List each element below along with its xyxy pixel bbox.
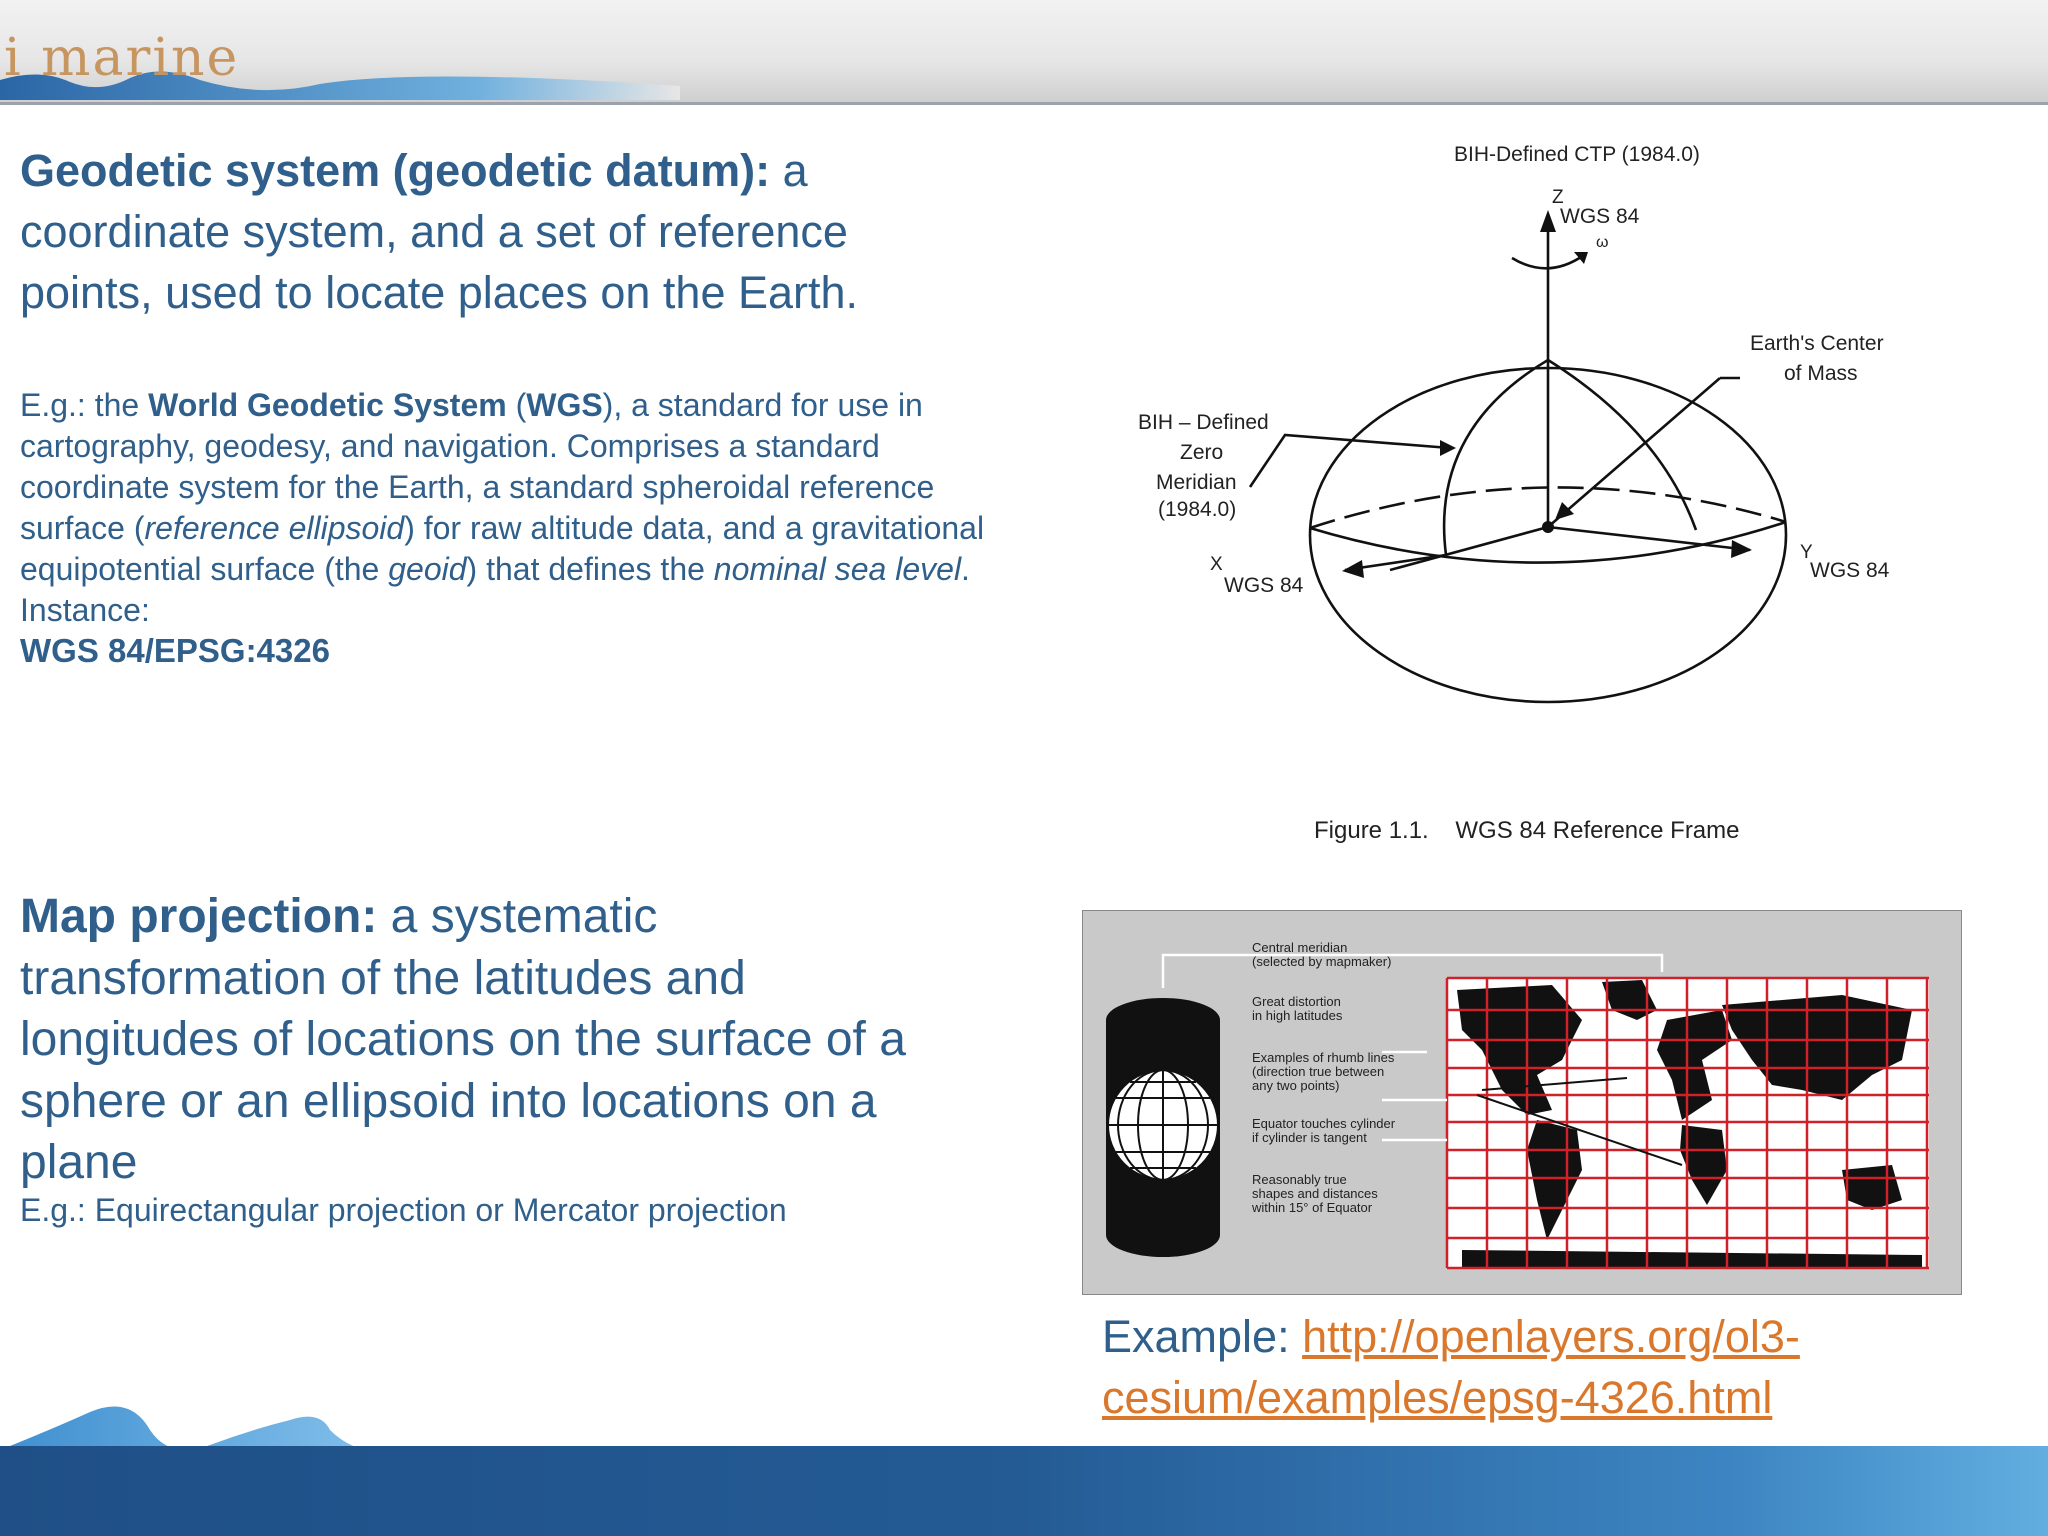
center-arrowhead — [1555, 502, 1574, 520]
map-projection-term: Map projection: — [20, 890, 378, 943]
note-shapes-1: Reasonably true — [1252, 1172, 1347, 1187]
example-text-part: E.g.: the — [20, 387, 149, 423]
meridian-arrowhead — [1440, 440, 1456, 456]
wgs84-reference-frame-figure — [1100, 130, 2040, 860]
y-arrowhead — [1731, 540, 1752, 558]
note-equator-2: if cylinder is tangent — [1252, 1130, 1367, 1145]
geodetic-definition — [20, 140, 920, 323]
mercator-projection-figure — [1082, 910, 1962, 1295]
mercator-map — [1447, 978, 1929, 1268]
wgs-abbr: WGS — [526, 387, 603, 423]
cylinder-graphic — [1106, 998, 1220, 1257]
footer-bar — [0, 1446, 2048, 1536]
note-rhumb-3: any two points) — [1252, 1078, 1340, 1093]
geoid-term: geoid — [388, 551, 467, 587]
example-line — [1102, 1306, 1962, 1428]
map-projection-definition-text: a systematic transformation of the latitudes and longitudes of locations on the surface of a sphere or an ellipsoid into locations on a plane — [20, 890, 906, 1189]
meridian-label-line4: (1984.0) — [1158, 498, 1237, 521]
geodetic-example-text — [20, 385, 1010, 631]
z-wgs-label: WGS 84 — [1560, 205, 1640, 228]
example-text-part: ( — [506, 387, 527, 423]
center-pointer — [1548, 378, 1720, 527]
note-central-meridian-1: Central meridian — [1252, 940, 1348, 955]
ellipsoid-term: reference ellipsoid — [144, 510, 405, 546]
y-wgs-label: WGS 84 — [1810, 559, 1890, 582]
y-axis-line — [1548, 527, 1750, 550]
ctp-label: BIH-Defined CTP (1984.0) — [1454, 143, 1700, 166]
y-axis-label: Y — [1800, 542, 1813, 563]
map-projection-examples: E.g.: Equirectangular projection or Mercator projection — [20, 1192, 787, 1228]
earth-center-dot — [1542, 521, 1554, 533]
example-text-part: . Instance: — [20, 551, 970, 628]
note-distortion-2: in high latitudes — [1252, 1008, 1343, 1023]
note-rhumb-2: (direction true between — [1252, 1064, 1385, 1079]
geodetic-term: Geodetic system (geodetic datum): — [20, 145, 771, 196]
z-arrowhead — [1540, 210, 1556, 232]
note-equator-1: Equator touches cylinder — [1252, 1116, 1396, 1131]
example-label: Example: — [1102, 1311, 1303, 1362]
meridian-arc-right — [1548, 360, 1696, 530]
meridian-label-line2: Zero — [1180, 441, 1224, 464]
note-shapes-2: shapes and distances — [1252, 1186, 1378, 1201]
map-projection-definition — [20, 886, 960, 1194]
center-label-line1: Earth's Center — [1750, 332, 1884, 355]
example-text-part: ) for raw altitude data, and a gravitational equipotential surface (the — [20, 510, 985, 587]
x-axis-label: X — [1210, 554, 1223, 575]
meridian-label-line3: Meridian — [1156, 471, 1237, 494]
note-central-meridian-2: (selected by mapmaker) — [1252, 954, 1392, 969]
figure-caption: Figure 1.1. WGS 84 Reference Frame — [1314, 817, 1740, 844]
example-text-part: ), a standard for use in cartography, geodesy, and navigation. Comprises a standard coordinate system for the Earth, a standard spheroidal reference surface ( — [20, 387, 935, 546]
example-text-part: ) that defines the — [466, 551, 714, 587]
note-rhumb-1: Examples of rhumb lines — [1252, 1050, 1395, 1065]
meridian-label-line1: BIH – Defined — [1138, 411, 1269, 434]
x-wgs-label: WGS 84 — [1224, 574, 1304, 597]
note-distortion-1: Great distortion — [1252, 994, 1341, 1009]
header-bar — [0, 0, 2048, 105]
geodetic-definition-text: a coordinate system, and a set of reference points, used to locate places on the Earth. — [20, 145, 859, 318]
meridian-arc — [1444, 360, 1548, 555]
omega-label: ω — [1596, 234, 1609, 251]
geodetic-instance: WGS 84/EPSG:4326 — [20, 632, 330, 669]
example-link[interactable]: http://openlayers.org/ol3-cesium/examples/epsg-4326.html — [1102, 1311, 1800, 1423]
wgs-name: World Geodetic System — [148, 387, 507, 423]
logo-text: i marine — [4, 28, 240, 88]
z-axis-label: Z — [1552, 187, 1564, 208]
rotation-arrowhead — [1574, 252, 1588, 264]
center-label-line2: of Mass — [1784, 362, 1858, 385]
sea-level-term: nominal sea level — [713, 551, 962, 587]
note-shapes-3: within 15° of Equator — [1252, 1200, 1373, 1215]
